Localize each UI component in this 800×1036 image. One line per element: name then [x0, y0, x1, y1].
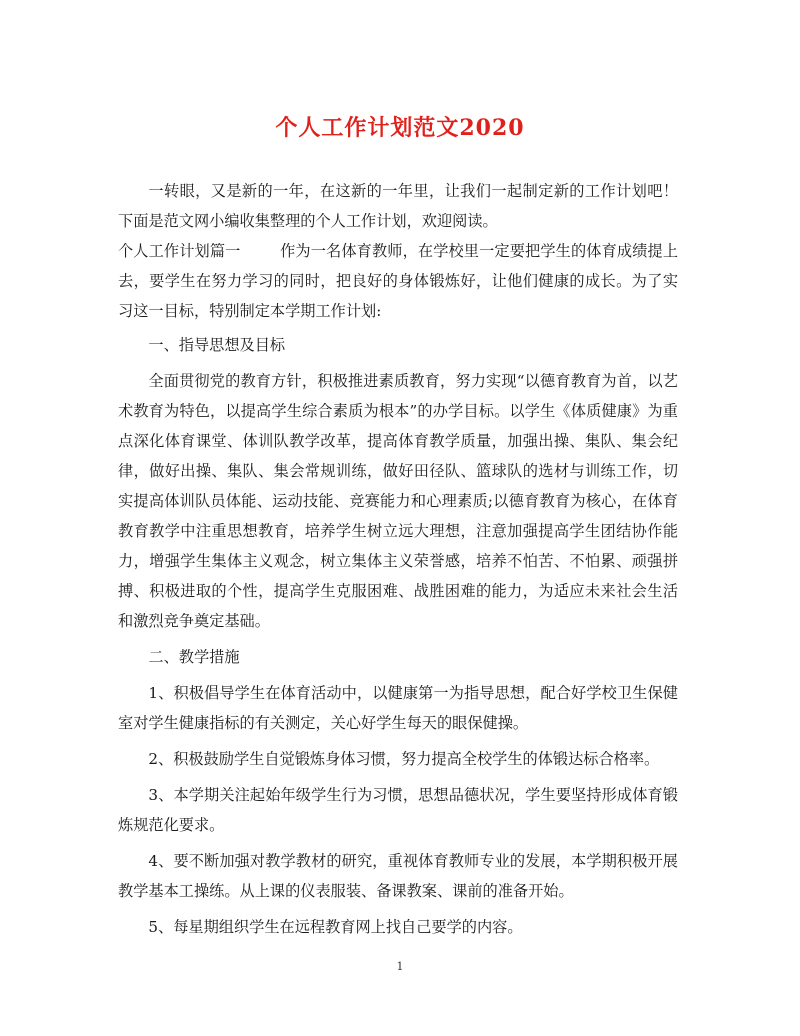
heading-teaching-measures: 二、教学措施 — [148, 648, 240, 666]
page-title: 个人工作计划范文2020 — [275, 115, 525, 141]
measure-item: 3、本学期关注起始年级学生行为习惯，思想品德状况，学生要坚持形成体育锻炼规范化要求。 — [118, 786, 678, 834]
measure-item: 1、积极倡导学生在体育活动中，以健康第一为指导思想，配合好学校卫生保健室对学生健康指标的有关测定，关心好学生每天的眼保健操。 — [118, 684, 678, 732]
section-text: 作为一名体育教师，在学校里一定要把学生的体育成绩提上去，要学生在努力学习的同时，把良好的身体锻炼好，让他们健康的成长。为了实习这一目标，特别制定本学期工作计划: — [118, 242, 679, 320]
guiding-ideas-paragraph: 全面贯彻党的教育方针，积极推进素质教育，努力实现“以德育教育为首，以艺术教育为特色，以提高学生综合素质为根本”的办学目标。以学生《体质健康》为重点深化体育课堂、体训队教学改革，提高体育教学质量，加强出操、集队、集会纪律，做好出操、集队、集会常规训练，做好田径队、篮球队的选材与训练工作，切实提高体训队员体能、运动技能、竞赛能力和心理素质;以德育教育为核心，在体育教育教学中注重思想教育，培养学生树立远大理想，注意加强提高学生团结协作能力，增强学生集体主义观念，树立集体主义荣誉感，培养不怕苦、不怕累、顽强拼搏、积极进取的个性，提高学生克服困难、战胜困难的能力，为适应未来社会生活和激烈竞争奠定基础。 — [118, 372, 678, 630]
section-paragraph — [118, 236, 678, 326]
heading-guiding-ideas: 一、指导思想及目标 — [148, 336, 286, 354]
measure-item: 2、积极鼓励学生自觉锻炼身体习惯，努力提高全校学生的体锻达标合格率。 — [148, 750, 660, 768]
measure-item: 5、每星期组织学生在远程教育网上找自己要学的内容。 — [148, 918, 523, 936]
intro-paragraph: 一转眼，又是新的一年，在这新的一年里，让我们一起制定新的工作计划吧！下面是范文网小编收集整理的个人工作计划，欢迎阅读。 — [118, 182, 678, 230]
section-label: 个人工作计划篇一 — [118, 242, 241, 260]
page-number: 1 — [396, 960, 404, 973]
measure-item: 4、要不断加强对教学教材的研究，重视体育教师专业的发展，本学期积极开展教学基本工操练。从上课的仪表服装、备课教案、课前的准备开始。 — [118, 852, 678, 900]
document-body — [118, 176, 678, 942]
